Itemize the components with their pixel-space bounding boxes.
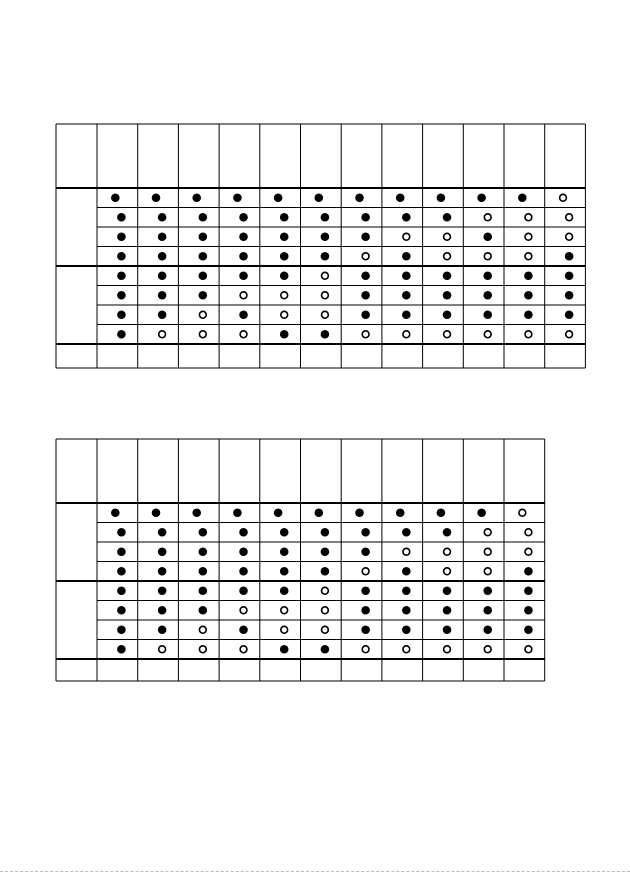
bottom-dashed-rule xyxy=(0,871,630,872)
filled-dot xyxy=(117,645,126,654)
hollow-dot xyxy=(484,548,491,555)
filled-dot xyxy=(361,606,370,615)
filled-dot xyxy=(565,252,574,261)
filled-dot xyxy=(111,193,120,202)
hollow-dot xyxy=(566,233,573,240)
filled-dot xyxy=(274,193,283,202)
hollow-dot xyxy=(240,607,247,614)
filled-dot xyxy=(477,508,486,517)
filled-dot xyxy=(117,291,126,300)
filled-dot xyxy=(158,291,167,300)
filled-dot xyxy=(199,271,208,280)
hollow-dot xyxy=(525,529,532,536)
filled-dot xyxy=(158,213,167,222)
filled-dot xyxy=(158,271,167,280)
filled-dot xyxy=(402,252,411,261)
hollow-dot xyxy=(322,587,329,594)
hollow-dot xyxy=(484,529,491,536)
hollow-dot xyxy=(484,214,491,221)
hollow-dot xyxy=(519,509,526,516)
filled-dot xyxy=(192,193,201,202)
filled-dot xyxy=(158,586,167,595)
filled-dot xyxy=(117,567,126,576)
hollow-dot xyxy=(199,331,206,338)
filled-dot xyxy=(524,567,533,576)
filled-dot xyxy=(402,567,411,576)
hollow-dot xyxy=(525,548,532,555)
filled-dot xyxy=(239,232,248,241)
hollow-dot xyxy=(444,331,451,338)
filled-dot xyxy=(117,252,126,261)
filled-dot xyxy=(239,567,248,576)
filled-dot xyxy=(158,567,167,576)
hollow-dot xyxy=(159,646,166,653)
filled-dot xyxy=(361,625,370,634)
filled-dot xyxy=(199,291,208,300)
filled-dot xyxy=(483,606,492,615)
filled-dot xyxy=(321,213,330,222)
filled-dot xyxy=(192,508,201,517)
filled-dot xyxy=(315,193,324,202)
hollow-dot xyxy=(525,233,532,240)
hollow-dot xyxy=(159,331,166,338)
filled-dot xyxy=(274,508,283,517)
hollow-dot xyxy=(403,646,410,653)
filled-dot xyxy=(117,213,126,222)
hollow-dot xyxy=(444,253,451,260)
filled-dot xyxy=(158,310,167,319)
filled-dot xyxy=(518,193,527,202)
filled-dot xyxy=(361,547,370,556)
filled-dot xyxy=(396,193,405,202)
hollow-dot xyxy=(281,311,288,318)
hollow-dot xyxy=(484,646,491,653)
hollow-dot xyxy=(362,253,369,260)
filled-dot xyxy=(233,508,242,517)
table-bottom xyxy=(56,439,545,681)
filled-dot xyxy=(361,213,370,222)
hollow-dot xyxy=(444,548,451,555)
hollow-dot xyxy=(362,331,369,338)
hollow-dot xyxy=(403,233,410,240)
filled-dot xyxy=(280,547,289,556)
hollow-dot xyxy=(525,646,532,653)
hollow-dot xyxy=(322,607,329,614)
hollow-dot xyxy=(362,646,369,653)
filled-dot xyxy=(199,567,208,576)
hollow-dot xyxy=(566,214,573,221)
filled-dot xyxy=(117,271,126,280)
filled-dot xyxy=(280,330,289,339)
hollow-dot xyxy=(484,331,491,338)
hollow-dot xyxy=(444,233,451,240)
filled-dot xyxy=(483,625,492,634)
filled-dot xyxy=(239,271,248,280)
hollow-dot xyxy=(525,253,532,260)
filled-dot xyxy=(111,508,120,517)
hollow-dot xyxy=(560,194,567,201)
hollow-dot xyxy=(444,646,451,653)
filled-dot xyxy=(355,508,364,517)
filled-dot xyxy=(361,310,370,319)
filled-dot xyxy=(361,586,370,595)
hollow-dot xyxy=(240,292,247,299)
filled-dot xyxy=(199,547,208,556)
filled-dot xyxy=(239,586,248,595)
filled-dot xyxy=(361,528,370,537)
hollow-dot xyxy=(240,646,247,653)
filled-dot xyxy=(233,193,242,202)
filled-dot xyxy=(524,271,533,280)
filled-dot xyxy=(443,606,452,615)
filled-dot xyxy=(117,625,126,634)
filled-dot xyxy=(402,271,411,280)
filled-dot xyxy=(117,606,126,615)
filled-dot xyxy=(239,625,248,634)
filled-dot xyxy=(117,547,126,556)
filled-dot xyxy=(280,528,289,537)
hollow-dot xyxy=(444,568,451,575)
filled-dot xyxy=(443,271,452,280)
filled-dot xyxy=(117,232,126,241)
filled-dot xyxy=(443,586,452,595)
filled-dot xyxy=(443,310,452,319)
hollow-dot xyxy=(322,311,329,318)
hollow-dot xyxy=(484,253,491,260)
filled-dot xyxy=(199,252,208,261)
filled-dot xyxy=(443,291,452,300)
filled-dot xyxy=(321,645,330,654)
filled-dot xyxy=(437,508,446,517)
hollow-dot xyxy=(403,331,410,338)
filled-dot xyxy=(199,528,208,537)
hollow-dot xyxy=(240,331,247,338)
filled-dot xyxy=(361,271,370,280)
filled-dot xyxy=(402,625,411,634)
filled-dot xyxy=(321,528,330,537)
filled-dot xyxy=(239,547,248,556)
filled-dot xyxy=(483,271,492,280)
table-top xyxy=(56,124,585,368)
filled-dot xyxy=(443,528,452,537)
filled-dot xyxy=(315,508,324,517)
filled-dot xyxy=(158,547,167,556)
filled-dot xyxy=(565,291,574,300)
hollow-dot xyxy=(199,626,206,633)
filled-dot xyxy=(117,586,126,595)
filled-dot xyxy=(152,508,161,517)
filled-dot xyxy=(321,547,330,556)
filled-dot xyxy=(280,271,289,280)
filled-dot xyxy=(524,291,533,300)
filled-dot xyxy=(280,232,289,241)
hollow-dot xyxy=(199,646,206,653)
hollow-dot xyxy=(322,272,329,279)
filled-dot xyxy=(437,193,446,202)
hollow-dot xyxy=(281,607,288,614)
hollow-dot xyxy=(484,568,491,575)
filled-dot xyxy=(524,586,533,595)
filled-dot xyxy=(402,586,411,595)
filled-dot xyxy=(443,213,452,222)
hollow-dot xyxy=(525,331,532,338)
filled-dot xyxy=(158,232,167,241)
filled-dot xyxy=(396,508,405,517)
filled-dot xyxy=(280,645,289,654)
hollow-dot xyxy=(525,214,532,221)
filled-dot xyxy=(321,330,330,339)
filled-dot xyxy=(199,232,208,241)
filled-dot xyxy=(361,291,370,300)
filled-dot xyxy=(239,310,248,319)
filled-dot xyxy=(199,606,208,615)
filled-dot xyxy=(402,291,411,300)
filled-dot xyxy=(158,606,167,615)
filled-dot xyxy=(524,310,533,319)
filled-dot xyxy=(321,567,330,576)
hollow-dot xyxy=(199,311,206,318)
filled-dot xyxy=(524,606,533,615)
filled-dot xyxy=(483,291,492,300)
filled-dot xyxy=(117,528,126,537)
filled-dot xyxy=(483,310,492,319)
hollow-dot xyxy=(322,626,329,633)
filled-dot xyxy=(158,528,167,537)
filled-dot xyxy=(280,252,289,261)
filled-dot xyxy=(565,310,574,319)
filled-dot xyxy=(117,310,126,319)
filled-dot xyxy=(117,330,126,339)
filled-dot xyxy=(483,586,492,595)
filled-dot xyxy=(158,625,167,634)
filled-dot xyxy=(524,625,533,634)
filled-dot xyxy=(152,193,161,202)
filled-dot xyxy=(199,586,208,595)
filled-dot xyxy=(402,528,411,537)
filled-dot xyxy=(158,252,167,261)
filled-dot xyxy=(280,213,289,222)
hollow-dot xyxy=(403,548,410,555)
hollow-dot xyxy=(281,292,288,299)
hollow-dot xyxy=(566,331,573,338)
filled-dot xyxy=(239,213,248,222)
filled-dot xyxy=(280,567,289,576)
filled-dot xyxy=(402,213,411,222)
filled-dot xyxy=(321,232,330,241)
filled-dot xyxy=(402,310,411,319)
filled-dot xyxy=(355,193,364,202)
hollow-dot xyxy=(322,292,329,299)
filled-dot xyxy=(321,252,330,261)
filled-dot xyxy=(239,252,248,261)
filled-dot xyxy=(280,586,289,595)
filled-dot xyxy=(361,232,370,241)
hollow-dot xyxy=(281,626,288,633)
filled-dot xyxy=(443,625,452,634)
filled-dot xyxy=(402,606,411,615)
filled-dot xyxy=(199,213,208,222)
filled-dot xyxy=(477,193,486,202)
filled-dot xyxy=(239,528,248,537)
filled-dot xyxy=(565,271,574,280)
filled-dot xyxy=(483,232,492,241)
hollow-dot xyxy=(362,568,369,575)
